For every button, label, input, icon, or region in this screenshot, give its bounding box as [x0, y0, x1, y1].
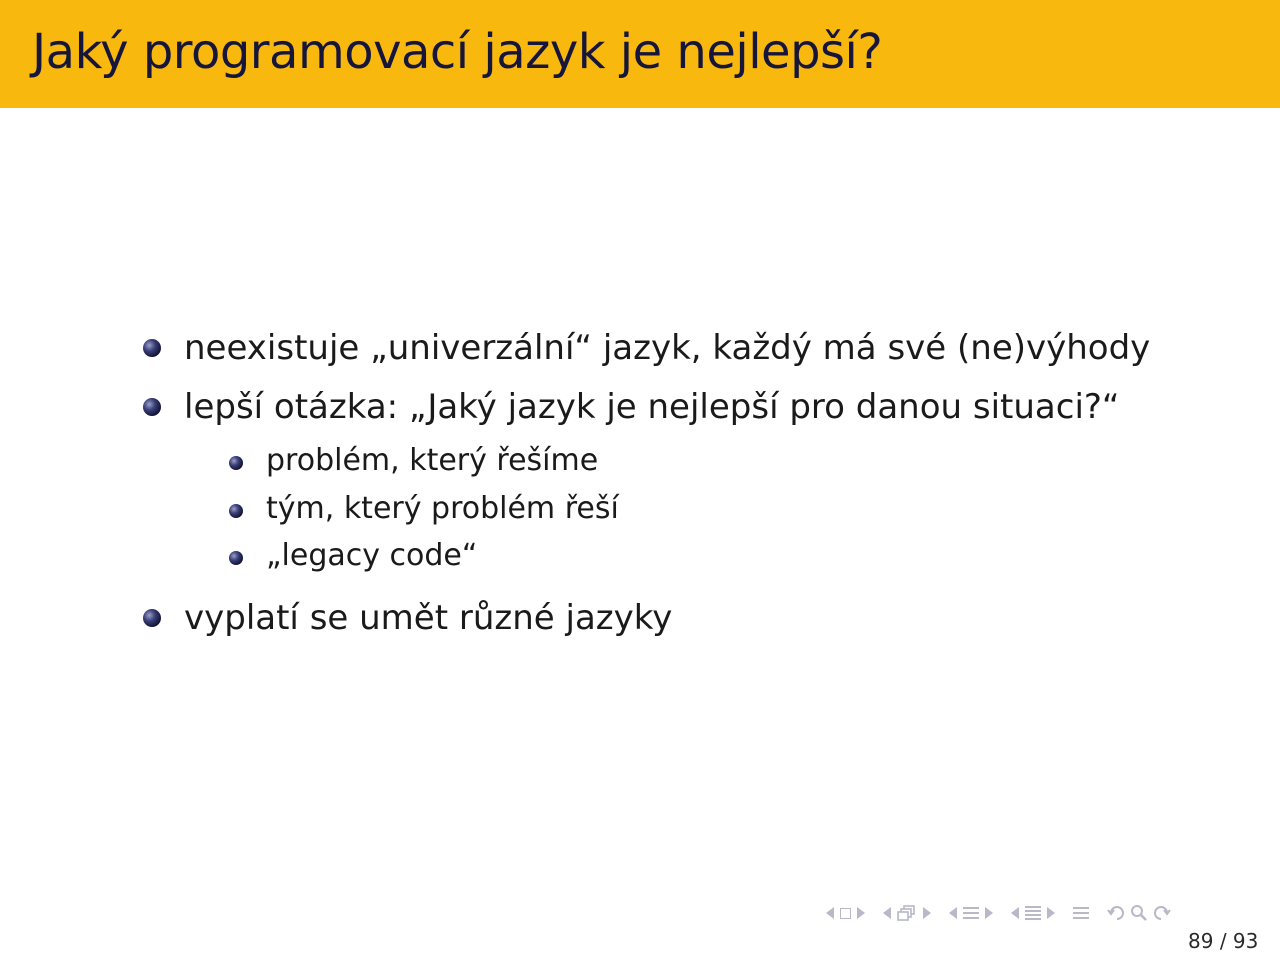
- nav-prev-section-icon[interactable]: [949, 907, 957, 919]
- bullet-icon: [143, 339, 161, 357]
- nav-next-frame-icon[interactable]: [857, 907, 865, 919]
- sub-list-item: „legacy code“: [266, 538, 478, 573]
- page-total: 93: [1232, 929, 1259, 953]
- nav-search-icon[interactable]: [1130, 904, 1148, 922]
- sub-bullet-icon: [229, 551, 243, 565]
- nav-next-section-icon[interactable]: [985, 907, 993, 919]
- sub-list-item: problém, který řešíme: [266, 443, 599, 478]
- nav-section-icon[interactable]: [963, 906, 979, 920]
- nav-subsection-icon[interactable]: [897, 905, 917, 921]
- nav-frame-icon[interactable]: [840, 908, 851, 919]
- list-item: lepší otázka: „Jaký jazyk je nejlepší pro danou situaci?“: [184, 387, 1120, 427]
- nav-toc-icon[interactable]: [1073, 906, 1089, 920]
- page-number: [1188, 928, 1258, 954]
- nav-part-icon[interactable]: [1025, 906, 1041, 920]
- nav-prev-subsection-icon[interactable]: [883, 907, 891, 919]
- slide-title: Jaký programovací jazyk je nejlepší?: [32, 24, 883, 80]
- bullet-icon: [143, 398, 161, 416]
- nav-prev-frame-icon[interactable]: [826, 907, 834, 919]
- sub-list-item: tým, který problém řeší: [266, 491, 619, 526]
- sub-bullet-icon: [229, 456, 243, 470]
- list-item: vyplatí se umět různé jazyky: [184, 598, 673, 638]
- nav-next-subsection-icon[interactable]: [923, 907, 931, 919]
- nav-forward-icon[interactable]: [1151, 904, 1171, 922]
- nav-next-part-icon[interactable]: [1047, 907, 1055, 919]
- page-current: 89: [1188, 929, 1214, 953]
- nav-back-icon[interactable]: [1107, 904, 1127, 922]
- list-item: neexistuje „univerzální“ jazyk, každý má své (ne)výhody: [184, 328, 1151, 368]
- beamer-navigation-bar: [826, 900, 1171, 926]
- sub-bullet-icon: [229, 504, 243, 518]
- nav-prev-part-icon[interactable]: [1011, 907, 1019, 919]
- bullet-icon: [143, 609, 161, 627]
- page-separator: /: [1219, 929, 1227, 953]
